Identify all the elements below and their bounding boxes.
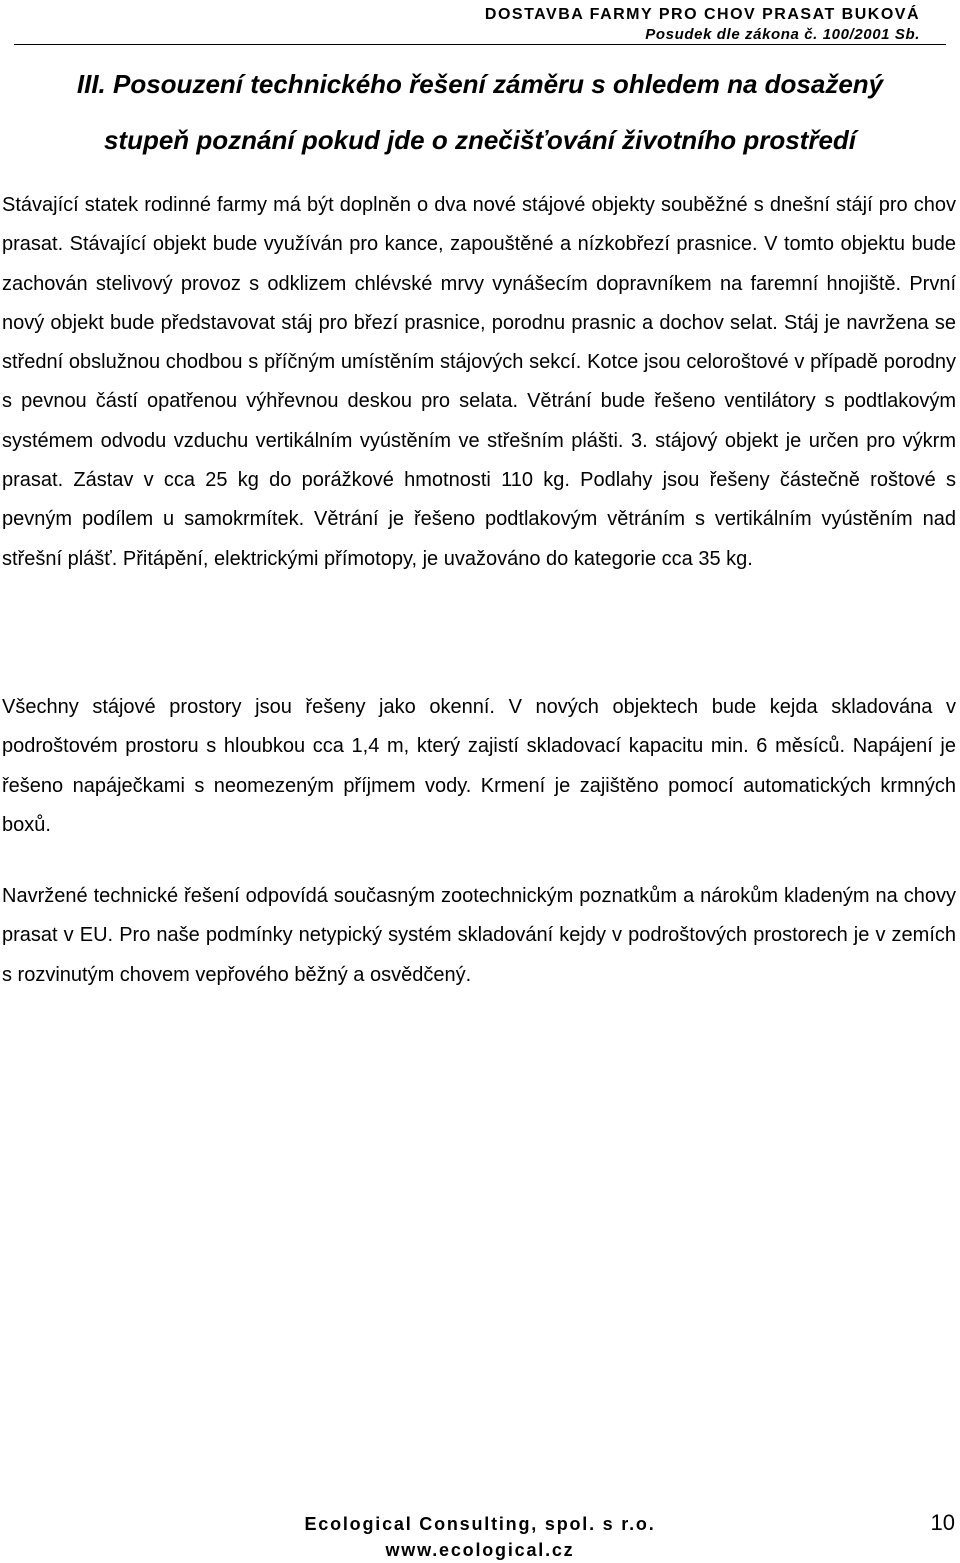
section-heading (0, 56, 960, 168)
page-header (485, 4, 920, 44)
document-title: DOSTAVBA FARMY PRO CHOV PRASAT BUKOVÁ (484, 6, 920, 23)
page-number: 10 (930, 1510, 955, 1535)
paragraph-storage: Všechny stájové prostory jsou řešeny jako okenní. V nových objektech bude kejda skladována v podroštovém prostoru s hloubkou cca 1,4 m, který zajistí skladovací kapacitu min. 6 měsíců. Napájení je řešeno napáječkami s neomezeným příjmem vody. Krmení je zajištěno pomocí automatických krmných boxů. (2, 696, 956, 836)
header-divider (14, 44, 946, 45)
paragraph-assessment: Navržené technické řešení odpovídá současným zootechnickým poznatkům a nárokům kladeným na chovy prasat v EU. Pro naše podmínky netypický systém skladování kejdy v podroštových prostorech je v zemích s rozvinutým chovem vepřového běžný a osvědčený. (2, 885, 956, 986)
page-footer (0, 1511, 960, 1563)
footer-company: Ecological Consulting, spol. s r.o. (304, 1514, 656, 1534)
section-heading-line-1: III. Posouzení technického řešení záměru s ohledem na dosažený (76, 69, 884, 99)
footer-website: www.ecological.cz (385, 1540, 575, 1560)
paragraph-barns: Stávající statek rodinné farmy má být doplněn o dva nové stájové objekty souběžné s dnešní stájí pro chov prasat. Stávající objekt bude využíván pro kance, zapouštěné a nízkobřezí prasnice. V tomto objektu bude zachován stelivový provoz s odklizem chlévské mrvy vynášecím dopravníkem na faremní hnojiště. První nový objekt bude představovat stáj pro březí prasnice, porodnu prasnic a dochov selat. Stáj je navržena se střední obslužnou chodbou s příčným umístěním stájových sekcí. Kotce jsou celoroštové v případě porodny s pevnou částí opatřenou výhřevnou deskou pro selata. Větrání bude řešeno ventilátory s podtlakovým systémem odvodu vzduchu vertikálním vyústěním ve střešním plášti. 3. stájový objekt je určen pro výkrm prasat. Zástav v cca 25 kg do porážkové hmotnosti 110 kg. Podlahy jsou řešeny částečně roštové s pevným podílem u samokrmítek. Větrání je řešeno podtlakovým větráním s vertikálním vyústěním nad střešní plášť. Přitápění, elektrickými přímotopy, je uvažováno do kategorie cca 35 kg. (2, 194, 956, 570)
document-subtitle: Posudek dle zákona č. 100/2001 Sb. (645, 26, 920, 43)
section-heading-line-2: stupeň poznání pokud jde o znečišťování životního prostředí (103, 125, 857, 155)
